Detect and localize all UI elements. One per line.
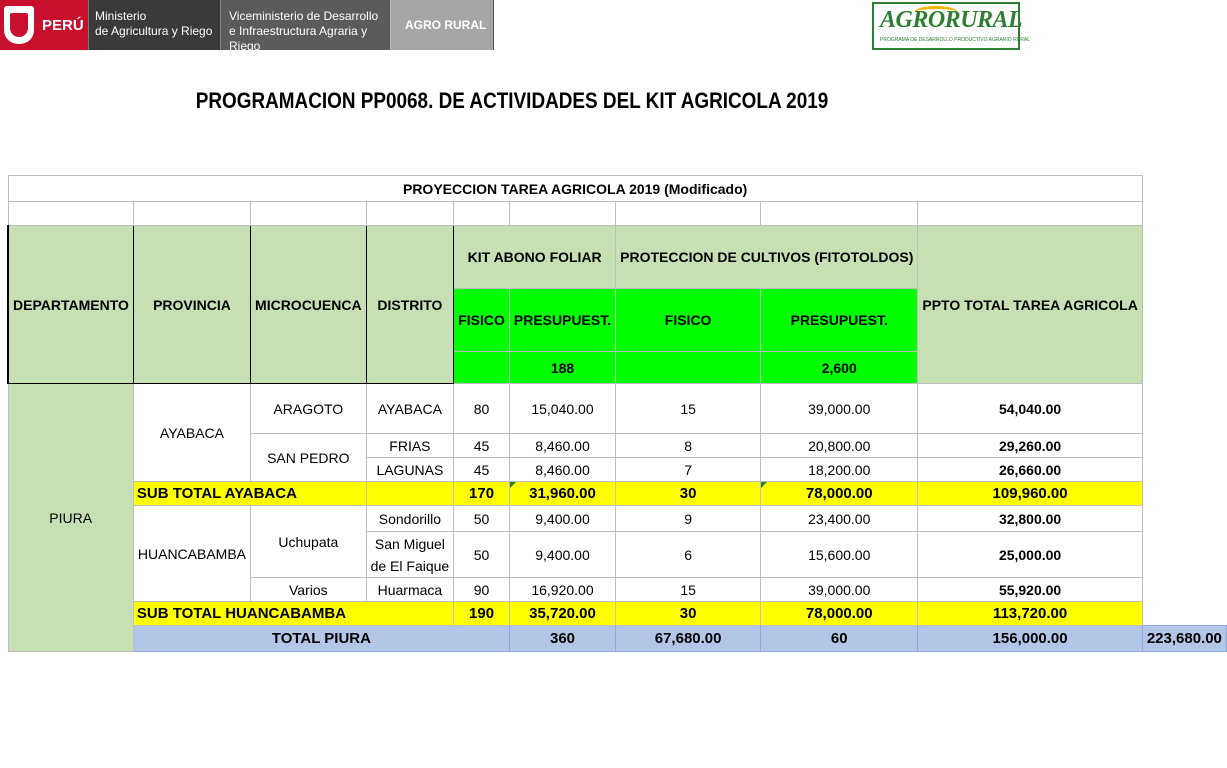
viceministerio-block [220, 0, 390, 53]
table-caption: PROYECCION TAREA AGRICOLA 2019 (Modificado) [8, 176, 1142, 202]
subtotal-total: 109,960.00 [918, 482, 1142, 506]
ministerio-block [88, 0, 220, 50]
logo-subtext: PROGRAMA DE DESARROLLO PRODUCTIVO AGRARIO RURAL [880, 37, 1031, 43]
agro-rural-tab: AGRO RURAL [390, 0, 494, 50]
header-distrito: DISTRITO [366, 226, 454, 384]
microcuenca-cell: Uchupata [251, 506, 367, 578]
government-banner [0, 0, 494, 53]
presupuesto-proteccion-cell: 39,000.00 [761, 578, 918, 602]
presupuesto-proteccion-cell: 20,800.00 [761, 434, 918, 458]
fisico-abono-cell: 90 [454, 578, 510, 602]
table-row [8, 506, 1226, 532]
subtotal-presupuesto-proteccion: 78,000.00 [761, 602, 918, 626]
table-row [8, 384, 1226, 434]
subtotal-total: 113,720.00 [918, 602, 1142, 626]
presupuesto-abono-cell: 15,040.00 [509, 384, 615, 434]
caption-row [8, 176, 1226, 202]
fisico-proteccion-cell: 6 [616, 532, 761, 578]
agrorural-logo [872, 2, 1031, 50]
fisico-abono-cell: 50 [454, 506, 510, 532]
header-ppto-total: PPTO TOTAL TAREA AGRICOLA [918, 226, 1142, 384]
presupuesto-proteccion-cell: 39,000.00 [761, 384, 918, 434]
distrito-cell: LAGUNAS [366, 458, 454, 482]
presupuesto-proteccion-cell: 18,200.00 [761, 458, 918, 482]
subtotal-presupuesto-proteccion: 78,000.00 [761, 482, 918, 506]
peru-label: PERÚ [42, 16, 84, 34]
distrito-line2: de El Faique [370, 557, 450, 574]
fisico-proteccion-cell: 9 [616, 506, 761, 532]
total-row [8, 626, 1226, 652]
ministerio-line2: de Agricultura y Riego [95, 24, 213, 38]
subtotal-row-ayabaca [8, 482, 1226, 506]
total-presupuesto-proteccion: 156,000.00 [918, 626, 1142, 652]
subtotal-label: SUB TOTAL AYABACA [133, 482, 366, 506]
spacer-row [8, 202, 1226, 226]
header-departamento: DEPARTAMENTO [8, 226, 133, 384]
header-presupuest-1: PRESUPUEST. [509, 289, 615, 352]
header-fisico-1: FISICO [454, 289, 510, 352]
subtotal-label: SUB TOTAL HUANCABAMBA [133, 602, 453, 626]
distrito-cell [366, 532, 454, 578]
presupuesto-abono-cell: 16,920.00 [509, 578, 615, 602]
total-presupuesto-abono: 67,680.00 [616, 626, 761, 652]
fisico-proteccion-cell: 8 [616, 434, 761, 458]
subtotal-row-huancabamba [8, 602, 1226, 626]
subtotal-fisico-abono: 190 [454, 602, 510, 626]
unit-cost-abono: 188 [509, 352, 615, 384]
fisico-proteccion-cell: 15 [616, 578, 761, 602]
distrito-cell: AYABACA [366, 384, 454, 434]
header-presupuest-2: PRESUPUEST. [761, 289, 918, 352]
header-fisico-2: FISICO [616, 289, 761, 352]
subtotal-fisico-proteccion: 30 [616, 602, 761, 626]
peru-brand [0, 0, 88, 50]
total-fisico-proteccion: 60 [761, 626, 918, 652]
presupuesto-abono-cell: 8,460.00 [509, 458, 615, 482]
header-provincia: PROVINCIA [133, 226, 250, 384]
coat-of-arms-icon [4, 6, 34, 44]
vice-line2: e Infraestructura Agraria y Riego [229, 24, 368, 53]
header-microcuenca: MICROCUENCA [251, 226, 367, 384]
logo-text: AGRORURAL [880, 7, 1023, 33]
page-title: PROGRAMACION PP0068. DE ACTIVIDADES DEL KIT AGRICOLA 2019 [195, 88, 829, 113]
fisico-proteccion-cell: 7 [616, 458, 761, 482]
fisico-abono-cell: 45 [454, 458, 510, 482]
vice-line1: Viceministerio de Desarrollo [229, 9, 379, 23]
distrito-cell: FRIAS [366, 434, 454, 458]
total-cell: 29,260.00 [918, 434, 1142, 458]
total-cell: 25,000.00 [918, 532, 1142, 578]
presupuesto-proteccion-cell: 23,400.00 [761, 506, 918, 532]
total-fisico-abono: 360 [509, 626, 615, 652]
microcuenca-cell: ARAGOTO [251, 384, 367, 434]
total-ppto: 223,680.00 [1142, 626, 1226, 652]
microcuenca-cell: SAN PEDRO [251, 434, 367, 482]
distrito-cell: Huarmaca [366, 578, 454, 602]
subtotal-fisico-proteccion: 30 [616, 482, 761, 506]
header-row-1 [8, 226, 1226, 289]
departamento-cell: PIURA [8, 384, 133, 652]
fisico-abono-cell: 45 [454, 434, 510, 458]
microcuenca-cell: Varios [251, 578, 367, 602]
distrito-cell: Sondorillo [366, 506, 454, 532]
presupuesto-proteccion-cell: 15,600.00 [761, 532, 918, 578]
total-cell: 26,660.00 [918, 458, 1142, 482]
total-cell: 55,920.00 [918, 578, 1142, 602]
ministerio-line1: Ministerio [95, 9, 147, 23]
unit-cost-proteccion: 2,600 [761, 352, 918, 384]
provincia-cell: AYABACA [133, 384, 250, 482]
total-label: TOTAL PIURA [133, 626, 509, 652]
fisico-abono-cell: 50 [454, 532, 510, 578]
presupuesto-abono-cell: 8,460.00 [509, 434, 615, 458]
presupuesto-abono-cell: 9,400.00 [509, 532, 615, 578]
fisico-abono-cell: 80 [454, 384, 510, 434]
subtotal-presupuesto-abono: 31,960.00 [509, 482, 615, 506]
header-proteccion: PROTECCION DE CULTIVOS (FITOTOLDOS) [616, 226, 918, 289]
header-kit-abono: KIT ABONO FOLIAR [454, 226, 616, 289]
total-cell: 32,800.00 [918, 506, 1142, 532]
subtotal-presupuesto-abono: 35,720.00 [509, 602, 615, 626]
fisico-proteccion-cell: 15 [616, 384, 761, 434]
presupuesto-abono-cell: 9,400.00 [509, 506, 615, 532]
total-cell: 54,040.00 [918, 384, 1142, 434]
distrito-line1: San Miguel [374, 535, 445, 552]
subtotal-fisico-abono: 170 [454, 482, 510, 506]
programacion-table [7, 175, 1227, 652]
provincia-cell: HUANCABAMBA [133, 506, 250, 602]
